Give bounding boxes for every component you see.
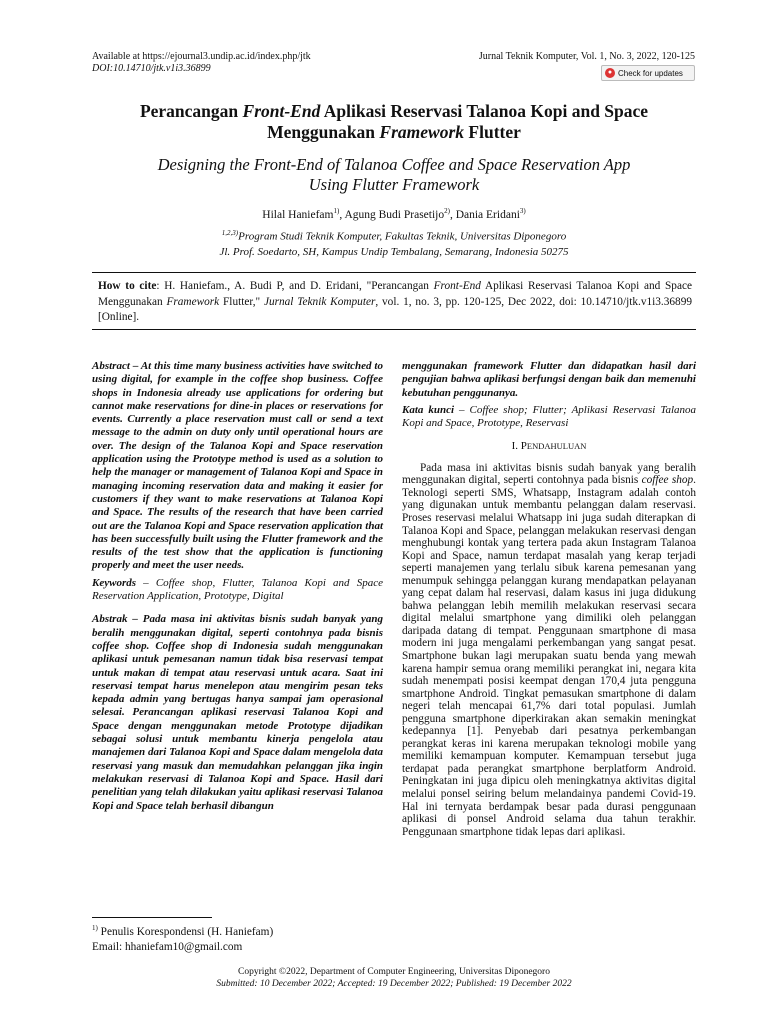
section-heading: I. PENDAHULUAN: [511, 440, 587, 453]
left-column: [92, 360, 383, 817]
check-for-updates-button[interactable]: [601, 65, 695, 81]
abstract-english: Abstract – At this time many business activities have switched to using digital, for example in the coffee shop business. Coffee shops in Indonesia already use applications for ordering but cannot make reservations for dine-in places or reservations for events. Currently a place reservation must call or send a text message to the admin on duty only until operational hours are over. The design of the Talanoa Kopi and Space reservation application using the Prototype method is used as a solution to help the manager or management of Talanoa Kopi and Space in managing incoming reservation data and making it easier for customers if they want to make reservations at Talanoa Kopi and Space. The results of the research that have been carried out are the Talanoa Kopi and Space reservation application that has been successfully built using the Flutter framework and the results of the test show that the application is functioning properly and meet the user needs.: [92, 360, 383, 572]
check-updates-label: Check for updates: [618, 68, 683, 78]
authors: Hilal Haniefam$^{1)}$, Agung Budi Prasetijo$^{2)}$, Dania Eridani$^{3)}$: [262, 207, 526, 221]
abstract-indonesian-cont: menggunakan framework Flutter dan didapatkan hasil dari pengujian bahwa aplikasi berfungsi dengan baik dan memenuhi kebutuhan penggunanya.: [402, 360, 696, 399]
affiliation: $^{1,2,3)}$Program Studi Teknik Komputer, Fakultas Teknik, Universitas Diponegoro Jl. Prof. Soedarto, SH, Kampus Undip Tembalang, Semarang, Indonesia 50275: [219, 229, 569, 258]
keywords-english: Keywords – Coffee shop, Flutter, Talanoa Kopi and Space Reservation Application, Prototype, Digital: [92, 576, 383, 603]
page-footer: [92, 966, 696, 990]
right-column: [402, 360, 696, 842]
keywords-indonesian: Kata kunci – Coffee shop; Flutter; Aplikasi Reservasi Talanoa Kopi and Space, Prototype, Reservasi: [402, 403, 696, 430]
paper-title: Perancangan Front-End Aplikasi Reservasi Talanoa Kopi and Space Menggunakan Framework Flutter: [139, 101, 649, 142]
divider-top: [92, 272, 696, 273]
copyright: Copyright ©2022, Department of Computer Engineering, Universitas Diponegoro: [238, 967, 550, 977]
header-left: [92, 51, 311, 75]
abstract-indonesian: Abstrak – Pada masa ini aktivitas bisnis sudah banyak yang beralih menggunakan digital, seperti contohnya pada bisnis coffee shop. Coffee shop di Indonesia sudah menggunakan aplikasi untuk pemesanan namun tidak bisa reservasi tempat untuk makan di tempat atau reservasi untuk acara. Saat ini reservasi tempat harus menelepon atau mengirim pesan teks kepada admin yang bertugas hanya sampai jam operasional selesai. Perancangan aplikasi reservasi Talanoa Kopi and Space dengan menggunakan metode Prototype dijadikan sebagai solusi untuk membantu kinerja pengelola atau manajemen dari Talanoa Kopi and Space dalam mengelola data reservasi yang masuk dan memudahkan pelanggan jika ingin melakukan reservasi di Talanoa Kopi and Space. Hasil dari penelitian yang telah dilakukan yaitu aplikasi reservasi Talanoa Kopi and Space telah berhasil dibangun: [92, 613, 383, 812]
footnote-rule: [92, 917, 212, 918]
submission-dates: Submitted: 10 December 2022; Accepted: 19 December 2022; Published: 19 December 2022: [216, 979, 572, 989]
intro-paragraph: Pada masa ini aktivitas bisnis sudah banyak yang beralih menggunakan digital, seperti contohnya pada bisnis coffee shop. Teknologi seperti SMS, Whatsapp, Instagram adalah contoh yang digunakan untuk membantu pelanggan dalam reservasi. Proses reservasi melalui Whatsapp ini juga sudah diterapkan di Talanoa Kopi and Space, pelanggan melakukan reservasi dengan menghubungi kontak yang tertera pada akun Instagram Talanoa Kopi and Space, namun terdapat masalah yang kerap terjadi seperti manajemen yang terlalu sibuk karena pemesanan yang menumpuk sehingga pelanggan kurang mendapatkan pelayanan yang cepat dalam hal reservasi, dalam kasus ini juga didukung bahwa pelanggan lebih memilih melakukan reservasi secara digital melalui smartphone yang dimiliki oleh pelanggan daripada datang di tempat. Penggunaan smartphone di masa modern ini juga mengalami perkembangan yang sangat pesat. Smartphone bukan lagi merupakan suatu benda yang mewah karena hampir semua orang memiliki perangkat ini, negara kita sudah menempati posisi keempat dengan 170,4 juta pengguna smartphone Android. Tingkat pemasukan smartphone di dalam negeri telah mencapai 61,7% dari total populasi. Jumlah pengguna smartphone diperkirakan akan semakin meningkat kedepannya [1]. Penyebab dari pesatnya perkembangan perangkat keras ini karena merupakan teknologi mobile yang memiliki kemampuan komputer. Kemampuan tersebut juga terdapat pada perangkat smartphone berplatform Android. Peningkatan ini juga dipicu oleh meningkatnya aktivitas digital melalui ponsel seiring belum melandainya pandemi Covid-19. Hal ini ternyata berdampak besar pada durasi penggunaan aplikasi di ponsel Android selama dua tahun terakhir. Penggunaan smartphone tidak lepas dari aplikasi.: [402, 461, 696, 838]
correspondence-email[interactable]: Email: hhaniefam10@gmail.com: [92, 940, 243, 953]
footnote: $^{1)}$ Penulis Korespondensi (H. Haniefam) Email: hhaniefam10@gmail.com: [92, 924, 274, 953]
divider-bottom: [92, 329, 696, 330]
paper-subtitle: Designing the Front-End of Talanoa Coffee and Space Reservation App Using Flutter Framework: [157, 155, 631, 194]
doi[interactable]: DOI:10.14710/jtk.v1i3.36899: [92, 63, 211, 74]
availability-url[interactable]: Available at https://ejournal3.undip.ac.id/index.php/jtk: [92, 51, 311, 62]
how-to-cite: How to cite: H. Haniefam., A. Budi P, and D. Eridani, "Perancangan Front-End Aplikasi Reservasi Talanoa Kopi and Space Menggunakan Framework Flutter," Jurnal Teknik Komputer, vol. 1, no. 3, pp. 120-125, Dec 2022, doi: 10.14710/jtk.v1i3.36899 [Online].: [98, 280, 692, 323]
journal-info: Jurnal Teknik Komputer, Vol. 1, No. 3, 2022, 120-125: [478, 51, 695, 62]
check-updates-icon: ●: [605, 68, 615, 78]
